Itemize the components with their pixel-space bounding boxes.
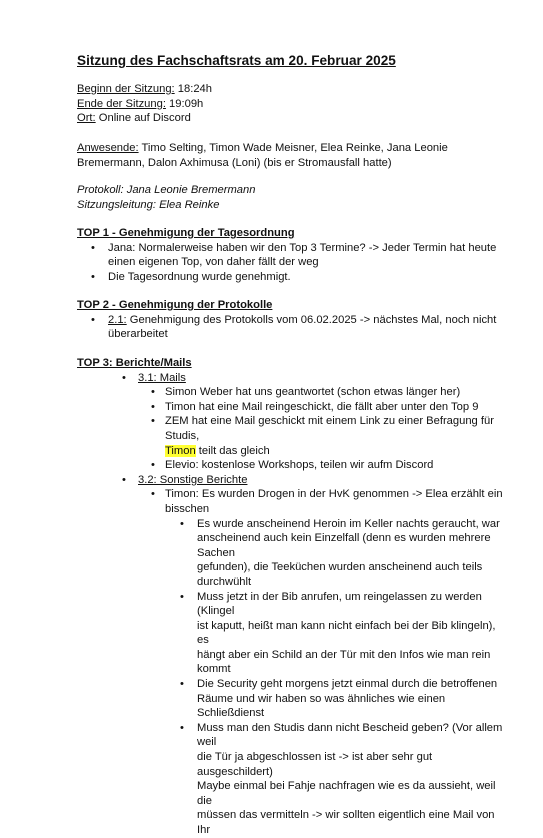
end-line	[77, 97, 507, 112]
document-title: Sitzung des Fachschaftsrats am 20. Februar 2025	[77, 53, 396, 68]
top3-section	[77, 356, 507, 838]
attendees-line2: Bremermann, Dalon Axhimusa (Loni) (bis er Stromausfall hatte)	[77, 156, 392, 169]
top1-heading: TOP 1 - Genehmigung der Tagesordnung	[77, 227, 295, 239]
roles	[77, 183, 507, 212]
bullet-icon: •	[122, 473, 126, 486]
list-item: • Simon Weber hat uns geantwortet (schon etwas länger her)	[151, 386, 461, 399]
bullet-icon: •	[180, 678, 184, 691]
begin-value: 18:24h	[174, 83, 212, 95]
bullet-icon: •	[151, 488, 155, 501]
place-line	[77, 111, 507, 126]
top1-section	[77, 226, 507, 284]
bullet-icon: •	[91, 313, 95, 326]
begin-line	[77, 82, 507, 97]
bullet-icon: •	[151, 400, 155, 413]
bullet-icon: •	[122, 371, 126, 384]
session-meta	[77, 82, 507, 126]
bullet-icon: •	[180, 721, 184, 734]
bullet-icon: •	[180, 517, 184, 530]
attendees-line1: Timo Selting, Timon Wade Meisner, Elea Reinke, Jana Leonie	[138, 142, 448, 154]
protocol-line: Protokoll: Jana Leonie Bremermann	[77, 184, 256, 196]
lead-line: Sitzungsleitung: Elea Reinke	[77, 198, 220, 211]
attendees-label: Anwesende:	[77, 142, 139, 154]
list-item: • 3.1: Mails	[122, 371, 186, 384]
attendees	[77, 141, 507, 170]
place-value: Online auf Discord	[95, 112, 191, 125]
bullet-icon: •	[151, 459, 155, 472]
list-item: • ZEM hat eine Mail geschickt mit einem Link zu einer Befragung für Studis, Timon teilt das gleich	[151, 415, 494, 457]
list-item: • Jana: Normalerweise haben wir den Top 3 Termine? -> Jeder Termin hat heute einen eigenen Top, von daher fällt der weg	[91, 241, 497, 269]
list-item: • Timon: Es wurden Drogen in der HvK genommen -> Elea erzählt ein bisschen	[151, 488, 503, 515]
bullet-icon: •	[151, 386, 155, 399]
bullet-icon: •	[180, 590, 184, 603]
list-item: • Es wurde anscheinend Heroin im Keller nachts geraucht, war anscheinend auch kein Einzelfall (denn es wurden mehrere Sachen gefunden), die Teeküchen wurden anscheinend auch teils durchwühlt	[180, 517, 500, 588]
end-label: Ende der Sitzung:	[77, 97, 166, 110]
place-label: Ort:	[77, 112, 96, 125]
bullet-icon: •	[151, 415, 155, 428]
list-item: • Elevio: kostenlose Workshops, teilen wir aufm Discord	[151, 459, 434, 472]
top2-section	[77, 298, 507, 342]
list-item: • 2.1: Genehmigung des Protokolls vom 06.02.2025 -> nächstes Mal, noch nicht überarbeitet	[91, 313, 497, 341]
list-item: • Muss man den Studis dann nicht Bescheid geben? (Vor allem weil die Tür ja abgeschlossen ist -> ist aber sehr gut ausgeschildert) Maybe einmal bei Fahje nachfragen wie es da aussieht, weil die müssen das vermitteln -> wir sollten eigentlich eine Mail von Ihr	[180, 721, 503, 836]
begin-label: Beginn der Sitzung:	[77, 83, 175, 95]
end-value: 19:09h	[165, 97, 204, 110]
list-item: • 3.2: Sonstige Berichte	[122, 473, 248, 486]
list-item: • Die Security geht morgens jetzt einmal durch die betroffenen Räume und wir haben so was ähnliches wie einen Schließdienst	[180, 678, 498, 720]
bullet-icon: •	[91, 241, 95, 254]
bullet-icon: •	[91, 270, 95, 283]
top3-heading: TOP 3: Berichte/Mails	[77, 357, 192, 369]
top2-heading: TOP 2 - Genehmigung der Protokolle	[77, 299, 273, 311]
list-item: • Timon hat eine Mail reingeschickt, die fällt aber unter den Top 9	[151, 400, 479, 413]
list-item: • Die Tagesordnung wurde genehmigt.	[91, 270, 291, 283]
list-item: • Muss jetzt in der Bib anrufen, um reingelassen zu werden (Klingel ist kaputt, heißt man kann nicht einfach bei der Bib klingeln), es hängt aber ein Schild an der Tür mit den Infos wie man rein kommt	[180, 590, 496, 676]
highlighted-name: Timon	[165, 444, 196, 457]
